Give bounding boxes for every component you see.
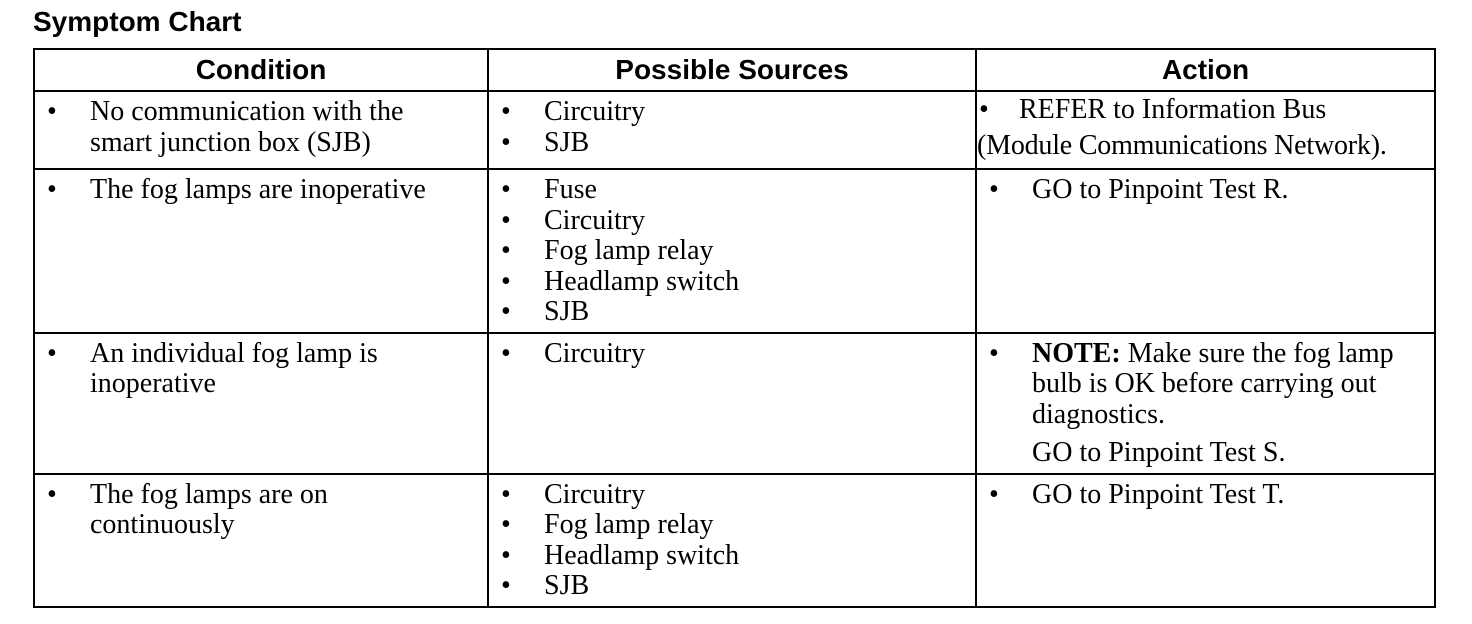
source-item: • Circuitry (489, 97, 975, 128)
action-note (977, 339, 1434, 431)
condition-cell (34, 169, 488, 333)
condition-cell (34, 333, 488, 474)
header-row (34, 49, 1435, 91)
condition-cell (34, 474, 488, 607)
action-continuation: (Module Communications Network). (977, 130, 1387, 161)
note-label: NOTE: (1032, 337, 1121, 369)
source-item: • Fog lamp relay (489, 236, 975, 267)
source-item: • Headlamp switch (489, 541, 975, 572)
note-text: Make sure the fog lamp bulb is OK before carrying out diagnostics. (1032, 337, 1394, 430)
condition-text: • No communication with the smart junction box (SJB) (35, 97, 487, 158)
action-followup: GO to Pinpoint Test S. (1032, 437, 1286, 468)
source-item: • Fuse (489, 175, 975, 206)
source-item: • SJB (489, 297, 975, 328)
header-condition: Condition (34, 49, 488, 91)
source-item: • SJB (489, 571, 975, 602)
source-item: • Circuitry (489, 480, 975, 511)
header-possible-sources: Possible Sources (488, 49, 976, 91)
source-item: • SJB (489, 128, 975, 159)
condition-cell (34, 91, 488, 169)
symptom-chart-table (33, 48, 1436, 608)
sources-cell (488, 91, 976, 169)
condition-text: • An individual fog lamp is inoperative (35, 339, 487, 400)
table-row (34, 169, 1435, 333)
action-cell (976, 91, 1435, 169)
condition-text: • The fog lamps are on continuously (35, 480, 487, 541)
action-cell (976, 474, 1435, 607)
source-item: • Fog lamp relay (489, 510, 975, 541)
source-item: • Circuitry (489, 206, 975, 237)
table-row (34, 91, 1435, 169)
sources-cell (488, 333, 976, 474)
header-action: Action (976, 49, 1435, 91)
condition-text: • The fog lamps are inoperative (35, 175, 487, 206)
table-row (34, 474, 1435, 607)
action-text: • GO to Pinpoint Test R. (977, 175, 1434, 206)
sources-cell (488, 474, 976, 607)
action-cell (976, 333, 1435, 474)
source-item: • Circuitry (489, 339, 975, 370)
sources-cell (488, 169, 976, 333)
source-item: • Headlamp switch (489, 267, 975, 298)
table-row (34, 333, 1435, 474)
action-text: • REFER to Information Bus (977, 92, 1434, 128)
action-text: • GO to Pinpoint Test T. (977, 480, 1434, 511)
action-cell (976, 169, 1435, 333)
page-title: Symptom Chart (33, 6, 242, 37)
